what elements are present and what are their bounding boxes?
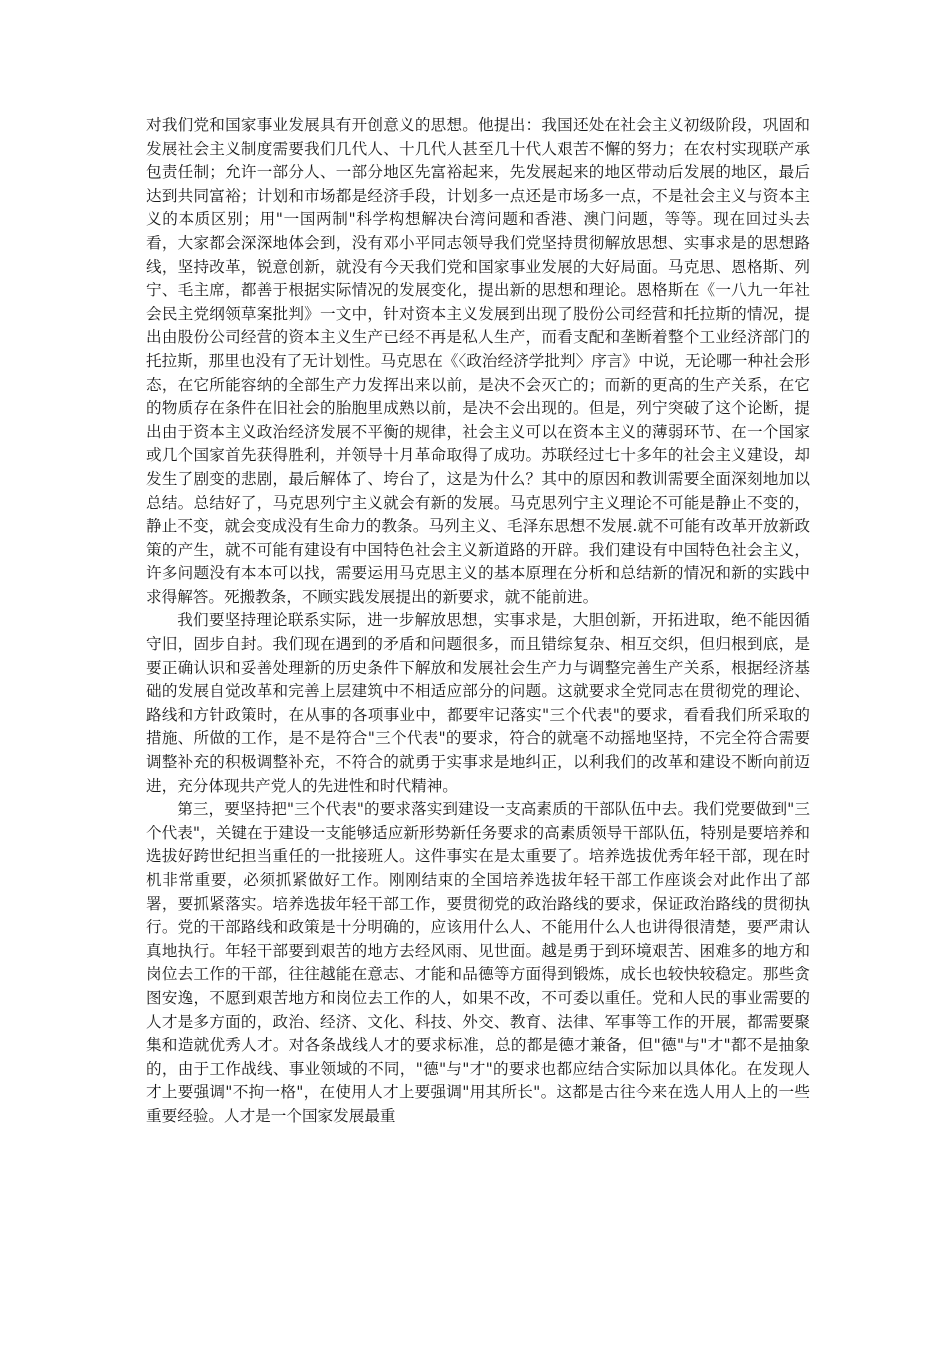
paragraph-3: 第三，要坚持把"三个代表"的要求落实到建设一支高素质的干部队伍中去。我们党要做到"三个代表"，关键在于建设一支能够适应新形势新任务要求的高素质领导干部队伍，特别是要培养和选拔好跨世纪担当重任的一批接班人。这件事实在是太重要了。培养选拔优秀年轻干部，现在时机非常重要，必须抓紧做好工作。刚刚结束的全国培养选拔年轻干部工作座谈会对此作出了部署，要抓紧落实。培养选拔年轻干部工作，要贯彻党的政治路线的要求，保证政治路线的贯彻执行。党的干部路线和政策是十分明确的，应该用什么人、不能用什么人也讲得很清楚，要严肃认真地执行。年轻干部要到艰苦的地方去经风雨、见世面。越是勇于到环境艰苦、困难多的地方和岗位去工作的干部，往往越能在意志、才能和品德等方面得到锻炼，成长也较快较稳定。那些贪图安逸，不愿到艰苦地方和岗位去工作的人，如果不改，不可委以重任。党和人民的事业需要的人才是多方面的，政治、经济、文化、科技、外交、教育、法律、军事等工作的开展，都需要聚集和造就优秀人才。对各条战线人才的要求标准，总的都是德才兼备，但"德"与"才"都不是抽象的，由于工作战线、事业领域的不同，"德"与"才"的要求也都应结合实际加以具体化。在发现人才上要强调"不拘一格"，在使用人才上要强调"用其所长"。这都是古往今来在选人用人上的一些重要经验。人才是一个国家发展最重	[146, 800, 810, 1125]
body-text	[146, 114, 810, 1129]
paragraph-2: 我们要坚持理论联系实际，进一步解放思想，实事求是，大胆创新，开拓进取，绝不能因循守旧，固步自封。我们现在遇到的矛盾和问题很多，而且错综复杂、相互交织，但归根到底，是要正确认识和妥善处理新的历史条件下解放和发展社会生产力与调整完善生产关系，根据经济基础的发展自觉改革和完善上层建筑中不相适应部分的问题。这就要求全党同志在贯彻党的理论、路线和方针政策时，在从事的各项事业中，都要牢记落实"三个代表"的要求，看看我们所采取的措施、所做的工作，是不是符合"三个代表"的要求，符合的就毫不动摇地坚持，不完全符合需要调整补充的积极调整补充，不符合的就勇于实事求是地纠正，以利我们的改革和建设不断向前迈进，充分体现共产党人的先进性和时代精神。	[146, 611, 810, 795]
paragraph-1: 对我们党和国家事业发展具有开创意义的思想。他提出：我国还处在社会主义初级阶段，巩固和发展社会主义制度需要我们几代人、十几代人甚至几十代人艰苦不懈的努力；在农村实现联产承包责任制；允许一部分人、一部分地区先富裕起来，先发展起来的地区带动后发展的地区，最后达到共同富裕；计划和市场都是经济手段，计划多一点还是市场多一点，不是社会主义与资本主义的本质区别；用"一国两制"科学构想解决台湾问题和香港、澳门问题，等等。现在回过头去看，大家都会深深地体会到，没有邓小平同志领导我们党坚持贯彻解放思想、实事求是的思想路线，坚持改革，锐意创新，就没有今天我们党和国家事业发展的大好局面。马克思、恩格斯、列宁、毛主席，都善于根据实际情况的发展变化，提出新的思想和理论。恩格斯在《一八九一年社会民主党纲领草案批判》一文中，针对资本主义发展到出现了股份公司经营和托拉斯的情况，提出由股份公司经营的资本主义生产已经不再是私人生产，而看支配和垄断着整个工业经济部门的托拉斯，那里也没有了无计划性。马克思在《〈政治经济学批判〉序言》中说，无论哪一种社会形态，在它所能容纳的全部生产力发挥出来以前，是决不会灭亡的；而新的更高的生产关系，在它的物质存在条件在旧社会的胎胞里成熟以前，是决不会出现的。但是，列宁突破了这个论断，提出由于资本主义政治经济发展不平衡的规律，社会主义可以在资本主义的薄弱环节、在一个国家或几个国家首先获得胜利，并领导十月革命取得了成功。苏联经过七十多年的社会主义建设，却发生了剧变的悲剧，最后解体了、垮台了，这是为什么？其中的原因和教训需要全面深刻地加以总结。总结好了，马克思列宁主义就会有新的发展。马克思列宁主义理论不可能是静止不变的，静止不变，就会变成没有生命力的教条。马列主义、毛泽东思想不发展.就不可能有改革开放新政策的产生，就不可能有建设有中国特色社会主义新道路的开辟。我们建设有中国特色社会主义，许多问题没有本本可以找，需要运用马克思主义的基本原理在分析和总结新的情况和新的实践中求得解答。死搬教条，不顾实践发展提出的新要求，就不能前进。	[146, 116, 810, 606]
